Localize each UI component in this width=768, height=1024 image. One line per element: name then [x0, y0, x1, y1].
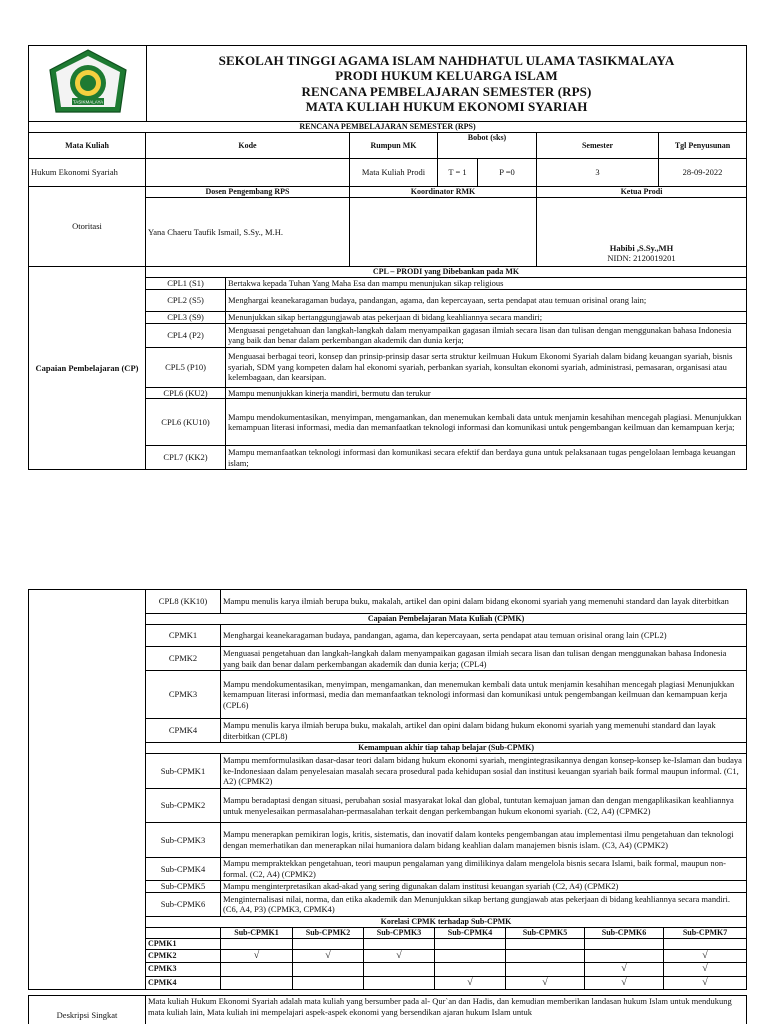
- cpmk-code: CPMK1: [146, 625, 221, 647]
- cpl8-text: Mampu menulis karya ilmiah berupa buku, makalah, artikel dan opini dalam bidang ekonomi syariah yang memenuhi standard dan layak diterbitkan: [221, 590, 747, 614]
- cpl-code: CPL6 (KU2): [146, 387, 226, 399]
- header-line3: RENCANA PEMBELAJARAN SEMESTER (RPS): [301, 83, 592, 99]
- kaprodi-cell: [537, 198, 747, 267]
- sub-cpmk-text: Mampu mempraktekkan pengetahuan, teori maupun pengalaman yang dimilikinya dalam mengelola bisnis secara Islami, baik formal, maupun non-formal. (C2, A4) (CPMK2): [221, 858, 747, 881]
- cpl-text: Menguasai pengetahuan dan langkah-langkah dalam menyampaikan gagasan ilmiah secara lisan dan tulisan dengan menggunakan bahasa Indonesia yang baik dan benar dalam perkembangan akademik dan dunia kerja;: [226, 323, 747, 347]
- rps-title: RENCANA PEMBELAJARAN SEMESTER (RPS): [29, 122, 747, 133]
- deskripsi-text: Mata kuliah Hukum Ekonomi Syariah adalah mata kuliah yang bersumber pada al- Qur`an dan Hadis, dan kemudian memberikan landasan hukum Islam untuk mendukung mata kuliah lain, Mata kuliah ini mempelajari aspek-aspek ekonomi yang bersendikan ajaran hukum Islam untuk: [146, 996, 747, 1024]
- value-bobot-t: T = 1: [438, 159, 478, 187]
- korelasi-row-label: CPMK2: [146, 949, 221, 963]
- korelasi-col: Sub-CPMK3: [364, 927, 435, 938]
- sub-cpmk-header: Kemampuan akhir tiap tahap belajar (Sub-CPMK): [146, 743, 747, 754]
- otoritasi-label: Otoritasi: [29, 187, 146, 267]
- col-bobot: Bobot (sks): [438, 133, 537, 159]
- sub-cpmk-code: Sub-CPMK5: [146, 881, 221, 893]
- korelasi-mark: √: [585, 963, 664, 977]
- korelasi-mark: [585, 938, 664, 949]
- korelasi-mark: [364, 963, 435, 977]
- sub-cpmk-text: Mampu menginterpretasikan akad-akad yang sering digunakan dalam institusi keuangan syariah (C2, A4) (CPMK2): [221, 881, 747, 893]
- logo-text: TASIKMALAYA: [72, 99, 103, 104]
- korelasi-col: Sub-CPMK5: [506, 927, 585, 938]
- cpmk-text: Menghargai keanekaragaman budaya, pandangan, agama, dan kepercayaan, serta pendapat atau temuan orisinal orang lain (CPL2): [221, 625, 747, 647]
- cpl-code: CPL5 (P10): [146, 347, 226, 387]
- korelasi-mark: [293, 976, 364, 990]
- korelasi-mark: [221, 963, 293, 977]
- korelasi-row-label: CPMK4: [146, 976, 221, 990]
- korelasi-col: Sub-CPMK1: [221, 927, 293, 938]
- korelasi-mark: [585, 949, 664, 963]
- cpmk-text: Mampu menulis karya ilmiah berupa buku, makalah, artikel dan opini dalam bidang hukum ekonomi syariah yang memenuhi standard dan layak diterbitkan (CPL8): [221, 719, 747, 743]
- header-line4: MATA KULIAH HUKUM EKONOMI SYARIAH: [305, 98, 588, 114]
- value-tgl: 28-09-2022: [659, 159, 747, 187]
- cpl-header: CPL – PRODI yang Dibebankan pada MK: [146, 267, 747, 278]
- cpl-text: Mampu menunjukkan kinerja mandiri, bermutu dan terukur: [226, 387, 747, 399]
- rps-main-table: [28, 121, 747, 470]
- korelasi-mark: √: [506, 976, 585, 990]
- cpl-code: CPL2 (S5): [146, 289, 226, 311]
- value-bobot-p: P =0: [478, 159, 537, 187]
- korelasi-corner: [146, 927, 221, 938]
- korelasi-mark: [435, 963, 506, 977]
- korelasi-mark: [221, 976, 293, 990]
- dosen-name: Yana Chaeru Taufik Ismail, S.Sy., M.H.: [146, 198, 350, 267]
- cpl-text: Mampu mendokumentasikan, menyimpan, mengamankan, dan menemukan kembali data untuk menjamin kesahihan mencegah plagiasi. Menunjukkan kemampuan literasi informasi, media dan memanfaatkan teknologi informasi dan komunikasi untuk pengembangan keilmuan dan kemampuan kerja;: [226, 399, 747, 446]
- cpl-code: CPL6 (KU10): [146, 399, 226, 446]
- korelasi-mark: √: [585, 976, 664, 990]
- korelasi-mark: [364, 976, 435, 990]
- korelasi-col: Sub-CPMK6: [585, 927, 664, 938]
- korelasi-mark: [293, 938, 364, 949]
- page2-left-blank: [29, 590, 146, 990]
- cpl-code: CPL7 (KK2): [146, 446, 226, 470]
- korelasi-col: Sub-CPMK4: [435, 927, 506, 938]
- cpmk-text: Menguasai pengetahuan dan langkah-langkah dalam menyampaikan gagasan ilmiah secara lisan dan tulisan dengan menggunakan bahasa Indonesia yang baik dan benar dalam perkembangan akademik dan dunia kerja; (CPL4): [221, 647, 747, 671]
- korelasi-mark: √: [293, 949, 364, 963]
- korelasi-mark: [506, 963, 585, 977]
- korelasi-mark: [293, 963, 364, 977]
- korelasi-mark: [435, 938, 506, 949]
- header-line2: PRODI HUKUM KELUARGA ISLAM: [335, 68, 558, 84]
- sub-cpmk-text: Mampu memformulasikan dasar-dasar teori dalam bidang hukum ekonomi syariah, mengintegrasikannya dengan konsep-konsep ke-Islaman dan budaya ke-Indonesiaan dalam penyelesaian masalah secara prosedural pada kehidupan sosial dan institusi keuangan syariah baik formal maupun informal. (C1, A2) (CPMK2): [221, 754, 747, 789]
- institution-title-cell: [147, 46, 747, 122]
- korelasi-mark: [506, 938, 585, 949]
- korelasi-mark: √: [664, 976, 747, 990]
- korelasi-mark: [221, 938, 293, 949]
- cpl-code: CPL4 (P2): [146, 323, 226, 347]
- header-line1: SEKOLAH TINGGI AGAMA ISLAM NAHDHATUL ULAMA TASIKMALAYA: [218, 52, 675, 68]
- kaprodi-header: Ketua Prodi: [537, 187, 747, 198]
- korelasi-mark: [664, 938, 747, 949]
- cpmk-header: Capaian Pembelajaran Mata Kuliah (CPMK): [146, 614, 747, 625]
- korelasi-mark: [364, 938, 435, 949]
- cpl-text: Mampu memanfaatkan teknologi informasi dan komunikasi secara efektif dan berdaya guna untuk pelaksanaan tugas pengelolaan lembaga keuangan islam;: [226, 446, 747, 470]
- cpmk-code: CPMK4: [146, 719, 221, 743]
- cpl-code: CPL3 (S9): [146, 311, 226, 323]
- logo-cell: [29, 46, 147, 122]
- sub-cpmk-code: Sub-CPMK3: [146, 823, 221, 858]
- cp-label: Capaian Pembelajaran (CP): [29, 267, 146, 470]
- col-mata-kuliah: Mata Kuliah: [29, 133, 146, 159]
- korelasi-mark: [506, 949, 585, 963]
- value-semester: 3: [537, 159, 659, 187]
- korelasi-row-label: CPMK1: [146, 938, 221, 949]
- korelasi-mark: [435, 949, 506, 963]
- koordinator-name: [350, 198, 537, 267]
- kaprodi-nidn: NIDN: 2120019201: [607, 253, 676, 264]
- sub-cpmk-code: Sub-CPMK4: [146, 858, 221, 881]
- deskripsi-table: [28, 995, 747, 1024]
- col-semester: Semester: [537, 133, 659, 159]
- deskripsi-label: Deskripsi Singkat: [29, 996, 146, 1024]
- korelasi-col: Sub-CPMK2: [293, 927, 364, 938]
- cpl-code: CPL1 (S1): [146, 278, 226, 290]
- korelasi-mark: √: [435, 976, 506, 990]
- rps-continuation-table: [28, 589, 747, 990]
- cpl-text: Menunjukkan sikap bertanggungjawab atas pekerjaan di bidang keahliannya secara mandiri;: [226, 311, 747, 323]
- sub-cpmk-code: Sub-CPMK1: [146, 754, 221, 789]
- cpl8-code: CPL8 (KK10): [146, 590, 221, 614]
- cpl-text: Bertakwa kepada Tuhan Yang Maha Esa dan mampu menunjukan sikap religious: [226, 278, 747, 290]
- sub-cpmk-code: Sub-CPMK2: [146, 789, 221, 823]
- korelasi-mark: √: [664, 963, 747, 977]
- rps-header-table: [28, 45, 747, 122]
- sub-cpmk-text: Mampu beradaptasi dengan situasi, perubahan sosial masyarakat lokal dan global, tuntutan kemajuan jaman dan dengan mengaplikasikan keahliannya untuk menyelesaikan permasalahan-permasalahan terkait dengan perkembangan hukum ekonomi syariah. (C2, A4) (CPMK2): [221, 789, 747, 823]
- korelasi-row-label: CPMK3: [146, 963, 221, 977]
- value-kode: [146, 159, 350, 187]
- value-mata-kuliah: Hukum Ekonomi Syariah: [29, 159, 146, 187]
- sub-cpmk-text: Menginternalisasi nilai, norma, dan etika akademik dan Menunjukkan sikap bertang gungjawab atas pekerjaan di bidang keahliannya secara mandiri. (C6, A4, P3) (CPMK3, CPMK4): [221, 892, 747, 916]
- korelasi-header: Korelasi CPMK terhadap Sub-CPMK: [146, 916, 747, 927]
- cpl-text: Menghargai keanekaragaman budaya, pandangan, agama, dan kepercayaan, serta pendapat atau temuan orisinal orang lain;: [226, 289, 747, 311]
- institution-logo-icon: [46, 48, 130, 120]
- koordinator-header: Koordinator RMK: [350, 187, 537, 198]
- col-kode: Kode: [146, 133, 350, 159]
- col-tgl: Tgl Penyusunan: [659, 133, 747, 159]
- cpl-text: Menguasai berbagai teori, konsep dan prinsip-prinsip dasar serta struktur keilmuan Hukum Ekonomi Syariah dalam bidang keuangan syariah, bisnis syariah, SDM yang kompeten dalam hal ekonomi syariah, perbankan syariah, konsultan ekonomi syariah, administrasi, pemasaran, organisasi atau kelembagaan, dan kearsipan.: [226, 347, 747, 387]
- cpmk-code: CPMK2: [146, 647, 221, 671]
- cpmk-code: CPMK3: [146, 671, 221, 719]
- korelasi-col: Sub-CPMK7: [664, 927, 747, 938]
- sub-cpmk-text: Mampu menerapkan pemikiran logis, kritis, sistematis, dan inovatif dalam konteks pengembangan atau implementasi ilmu pengetahuan dan teknologi dengan memerhatikan dan menerapkan nilai humaniora dalam bidang keahlian dalam manajemen bisnis islam. (C3, A4) (CPMK2): [221, 823, 747, 858]
- korelasi-mark: √: [364, 949, 435, 963]
- cpmk-text: Mampu mendokumentasikan, menyimpan, mengamankan, dan menemukan kembali data untuk menjamin kesahihan mencegah plagiasi Menunjukkan kemampuan literasi informasi, media dan memanfaatkan teknologi informasi dan komunikasi untuk pengembangan keilmuan dan kemampuan kerja (CPL6): [221, 671, 747, 719]
- sub-cpmk-code: Sub-CPMK6: [146, 892, 221, 916]
- dosen-header: Dosen Pengembang RPS: [146, 187, 350, 198]
- kaprodi-name: Habibi ,S.Sy.,MH: [609, 242, 674, 253]
- value-rumpun: Mata Kuliah Prodi: [350, 159, 438, 187]
- korelasi-mark: √: [221, 949, 293, 963]
- korelasi-mark: √: [664, 949, 747, 963]
- col-rumpun: Rumpun MK: [350, 133, 438, 159]
